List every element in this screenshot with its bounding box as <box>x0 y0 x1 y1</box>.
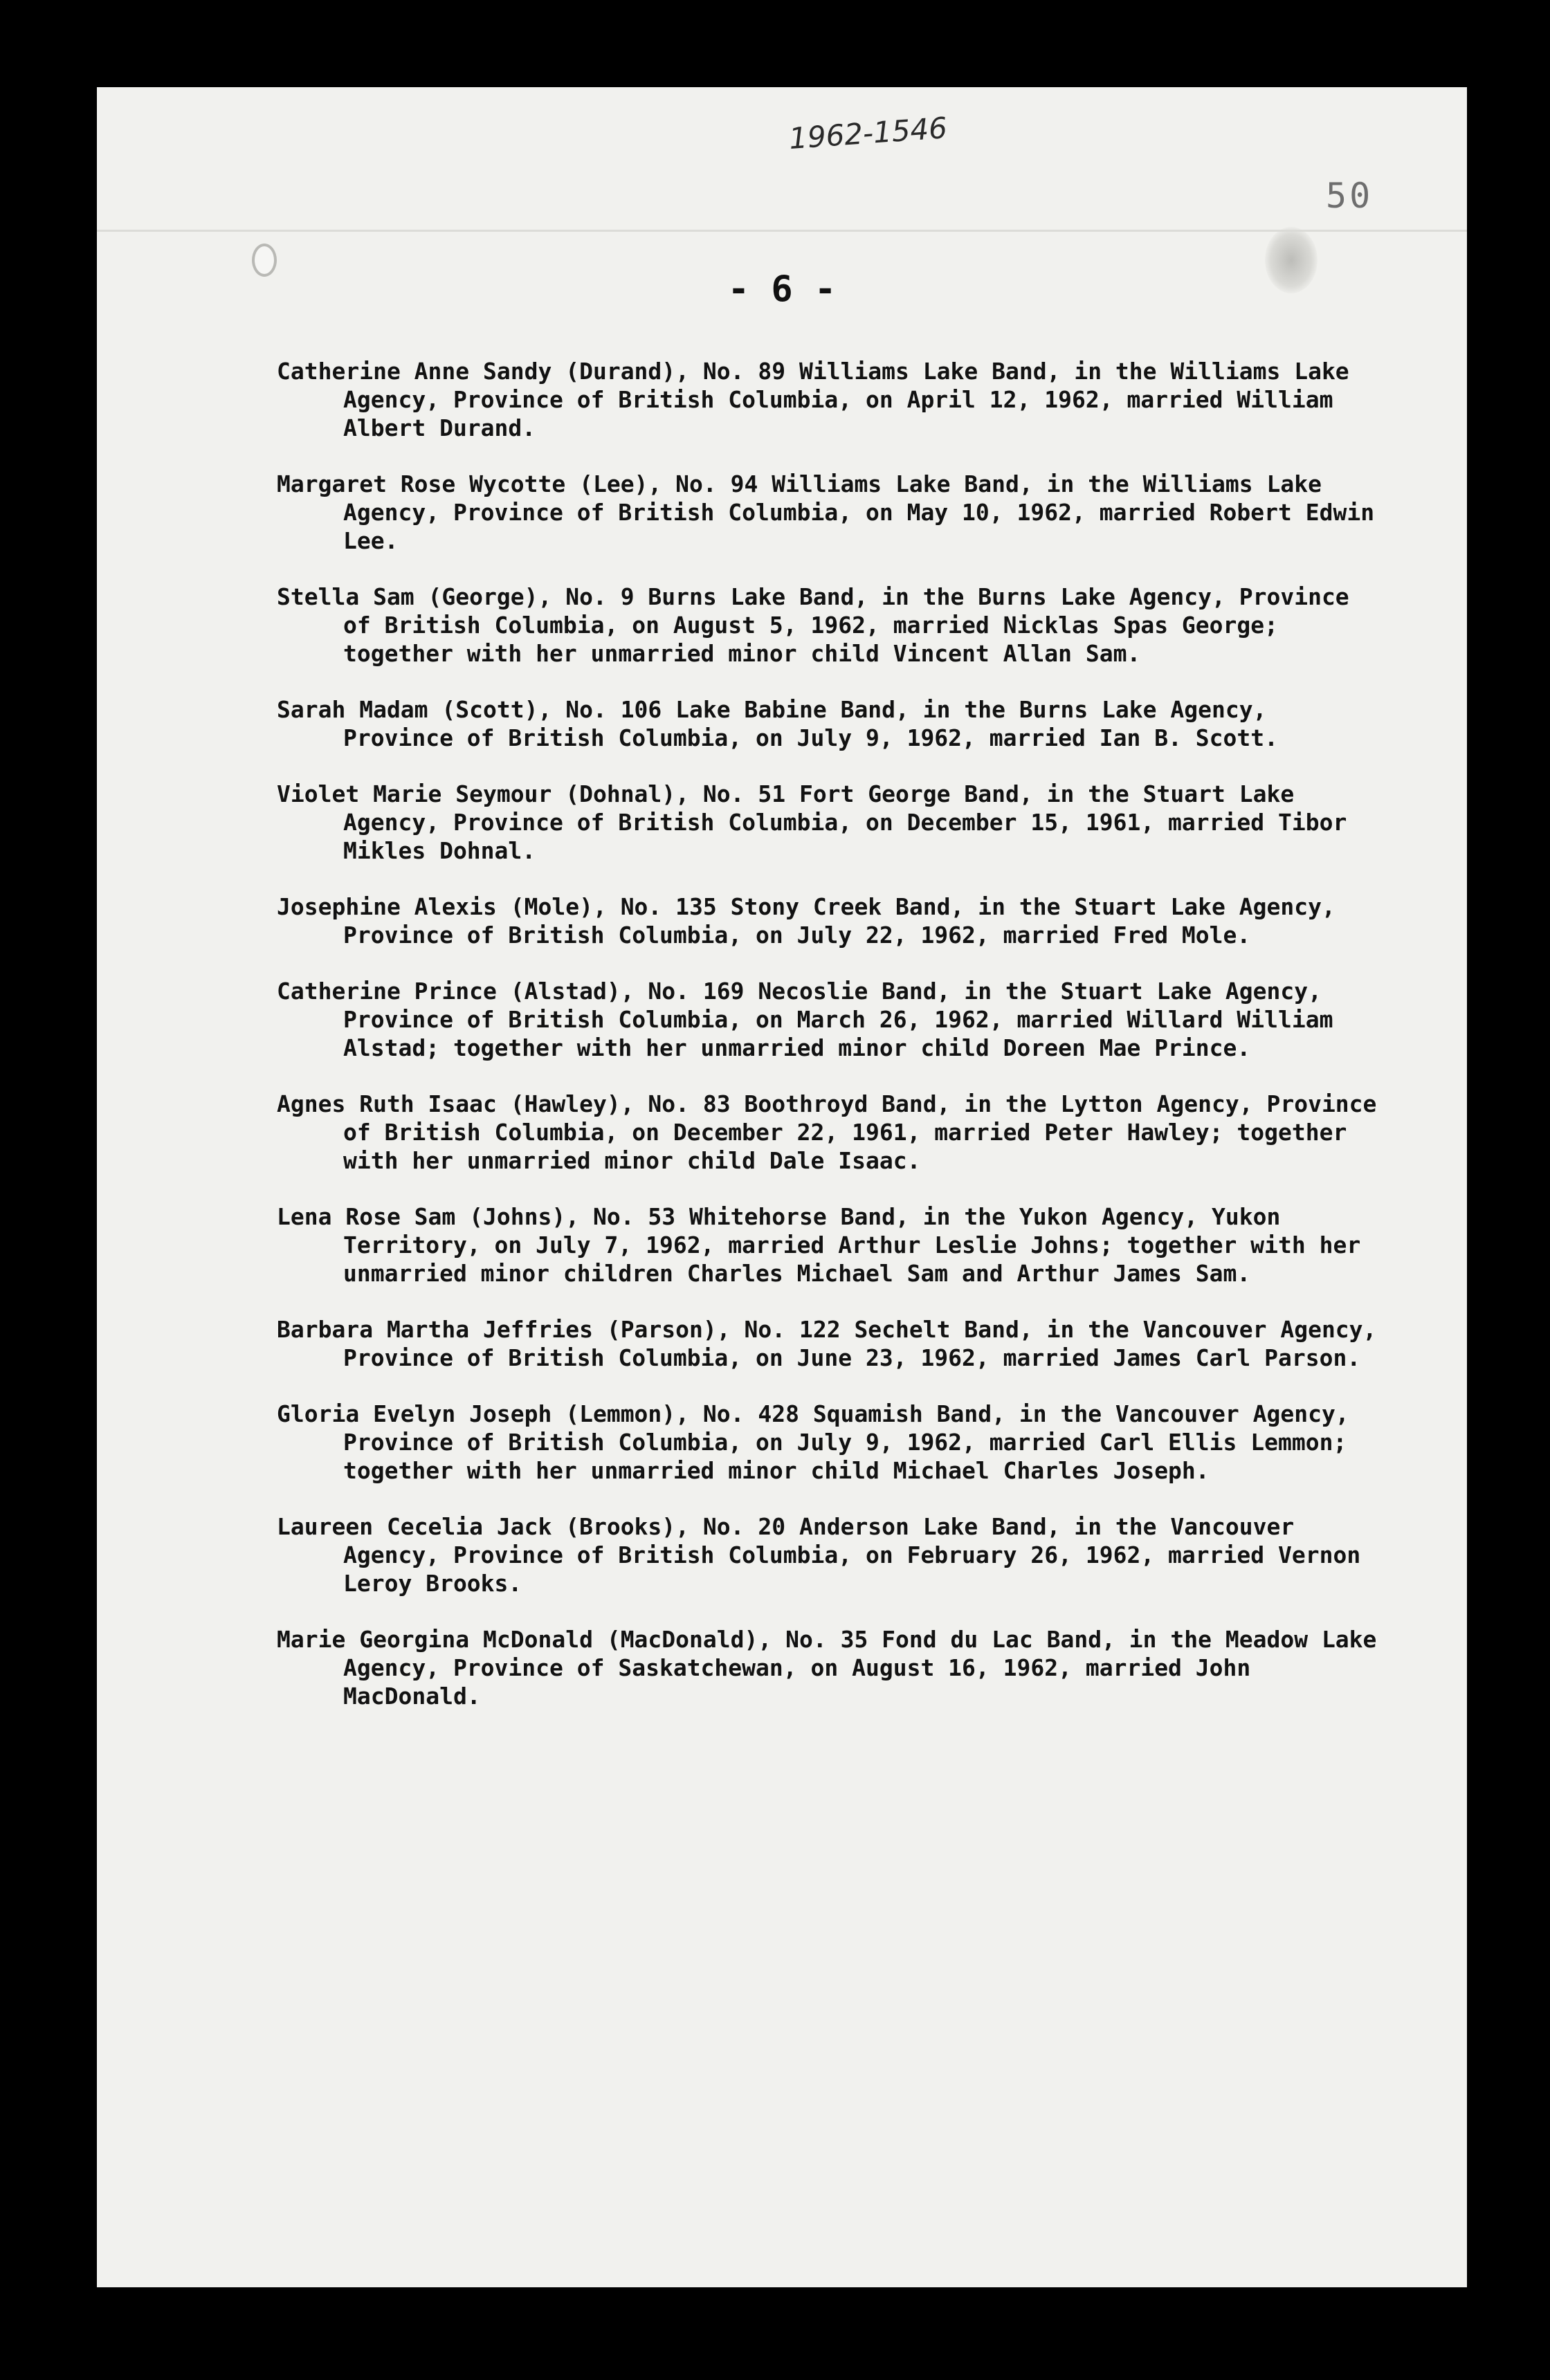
entry: Laureen Cecelia Jack (Brooks), No. 20 Anderson Lake Band, in the Vancouver Agency, Province of British Columbia, on February 26, 1962, married Vernon Leroy Brooks. <box>277 1513 1361 1597</box>
entry: Sarah Madam (Scott), No. 106 Lake Babine Band, in the Burns Lake Agency, Province of British Columbia, on July 9, 1962, married Ian B. Scott. <box>277 696 1279 751</box>
entry: Catherine Anne Sandy (Durand), No. 89 Williams Lake Band, in the Williams Lake Agency, Province of British Columbia, on April 12, 1962, married William Albert Durand. <box>277 358 1349 441</box>
entry: Violet Marie Seymour (Dohnal), No. 51 Fort George Band, in the Stuart Lake Agency, Province of British Columbia, on December 15, 1961, married Tibor Mikles Dohnal. <box>277 780 1347 864</box>
entry: Marie Georgina McDonald (MacDonald), No. 35 Fond du Lac Band, in the Meadow Lake Agency, Province of Saskatchewan, on August 16, 1962, married John MacDonald. <box>277 1626 1377 1710</box>
entry-list <box>277 357 1384 1738</box>
entry: Margaret Rose Wycotte (Lee), No. 94 Williams Lake Band, in the Williams Lake Agency, Province of British Columbia, on May 10, 1962, married Robert Edwin Lee. <box>277 470 1375 554</box>
entry: Josephine Alexis (Mole), No. 135 Stony Creek Band, in the Stuart Lake Agency, Province of British Columbia, on July 22, 1962, married Fred Mole. <box>277 893 1335 949</box>
entry: Catherine Prince (Alstad), No. 169 Necoslie Band, in the Stuart Lake Agency, Province of British Columbia, on March 26, 1962, married Willard William Alstad; together with her unmarried minor child Doreen Mae Prince. <box>277 978 1333 1061</box>
handwritten-reference: 1962-1546 <box>787 111 949 156</box>
entry: Stella Sam (George), No. 9 Burns Lake Band, in the Burns Lake Agency, Province of British Columbia, on August 5, 1962, married Nicklas Spas George; together with her unmarried minor child Vincent Allan Sam. <box>277 583 1349 667</box>
document-page <box>97 87 1467 2287</box>
entry: Barbara Martha Jeffries (Parson), No. 122 Sechelt Band, in the Vancouver Agency, Province of British Columbia, on June 23, 1962, married James Carl Parson. <box>277 1316 1377 1371</box>
entry: Agnes Ruth Isaac (Hawley), No. 83 Boothroyd Band, in the Lytton Agency, Province of British Columbia, on December 22, 1961, married Peter Hawley; together with her unmarried minor child Dale Isaac. <box>277 1090 1377 1174</box>
page-number: - 6 - <box>727 268 837 310</box>
fold-line <box>97 230 1467 232</box>
folio-number: 50 <box>1326 176 1374 216</box>
entry: Lena Rose Sam (Johns), No. 53 Whitehorse Band, in the Yukon Agency, Yukon Territory, on July 7, 1962, married Arthur Leslie Johns; together with her unmarried minor children Charles Michael Sam and Arthur James Sam. <box>277 1203 1361 1287</box>
entry: Gloria Evelyn Joseph (Lemmon), No. 428 Squamish Band, in the Vancouver Agency, Province of British Columbia, on July 9, 1962, married Carl Ellis Lemmon; together with her unmarried minor child Michael Charles Joseph. <box>277 1400 1349 1484</box>
